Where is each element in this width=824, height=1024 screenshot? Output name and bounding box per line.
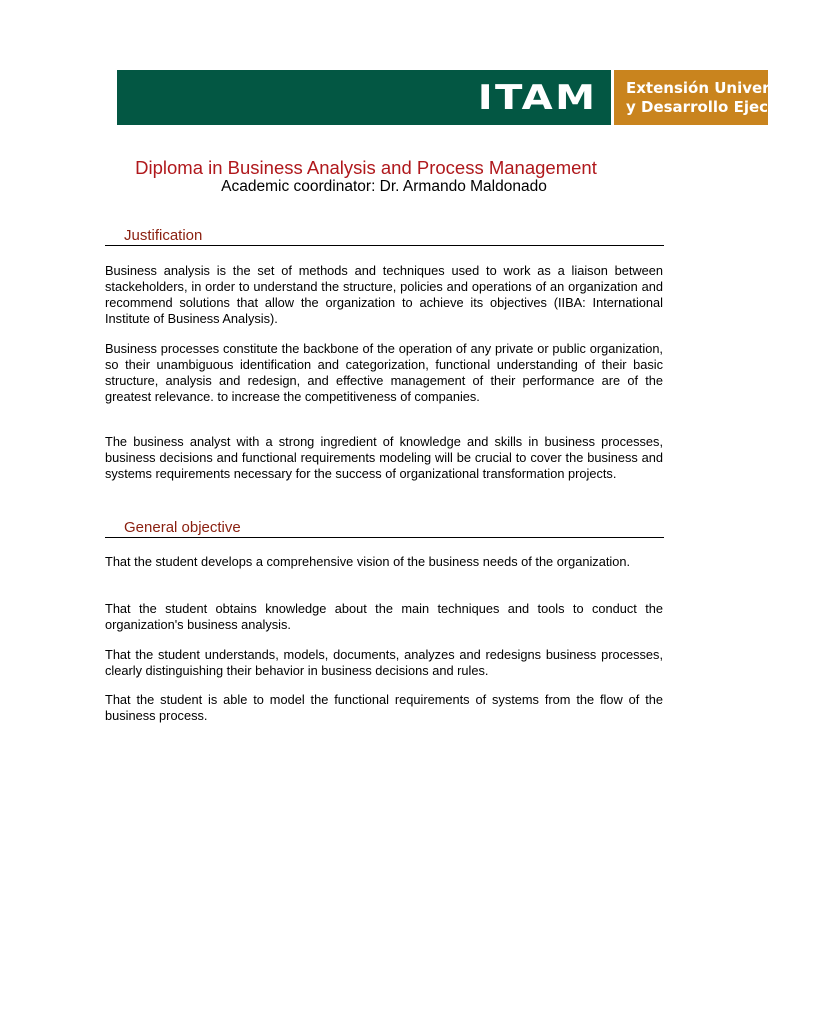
section-heading-label: Justification (124, 227, 203, 244)
paragraph: That the student obtains knowledge about the main techniques and tools to conduct the organization's business analysis. (105, 601, 663, 633)
section-heading-justification (105, 226, 664, 246)
document-subtitle: Academic coordinator: Dr. Armando Maldonado (221, 178, 547, 195)
paragraph: That the student understands, models, documents, analyzes and redesigns business processes, clearly distinguishing their behavior in business decisions and rules. (105, 647, 663, 679)
paragraph: Business processes constitute the backbone of the operation of any private or public organization, so their unambiguous identification and categorization, functional understanding of their basic structure, analysis and redesign, and effective management of their performance are of the greatest relevance. to increase the competitiveness of companies. (105, 341, 663, 405)
paragraph: Business analysis is the set of methods and techniques used to work as a liaison between stackeholders, in order to understand the structure, policies and operations of an organization and recommend solutions that allow the organization to achieve its objectives (IIBA: International Institute of Business Analysis). (105, 263, 663, 327)
paragraph: The business analyst with a strong ingredient of knowledge and skills in business processes, business decisions and functional requirements modeling will be crucial to cover the business and systems requirements necessary for the success of organizational transformation projects. (105, 434, 663, 482)
banner-green-panel (117, 70, 611, 125)
header-banner (117, 70, 824, 125)
paragraph: That the student develops a comprehensive vision of the business needs of the organization. (105, 554, 631, 569)
banner-orange-panel (614, 70, 824, 125)
document-title: Diploma in Business Analysis and Process Management (135, 157, 597, 178)
section-heading-general-objective (105, 518, 664, 538)
paragraph: That the student is able to model the functional requirements of systems from the flow of the business process. (105, 692, 663, 724)
banner-tagline-line2: y Desarrollo Ejecutivo (626, 98, 812, 116)
itam-logo: ITAM (477, 78, 597, 118)
section-heading-label: General objective (124, 519, 241, 536)
banner-tagline-line1: Extensión Universitaria (626, 79, 824, 97)
